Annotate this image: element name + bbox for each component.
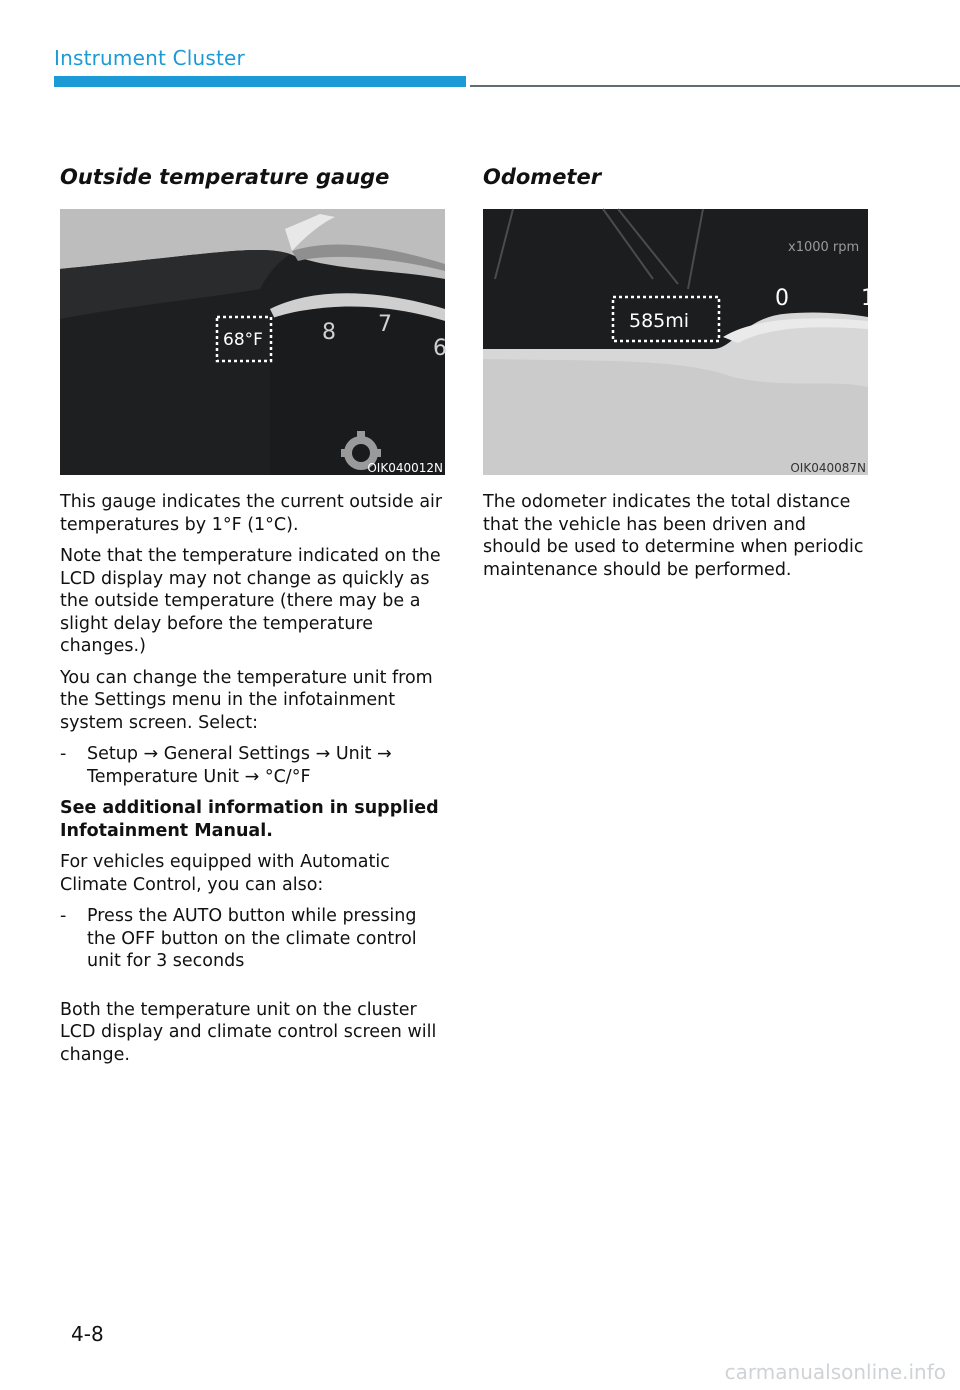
outside-temp-readout: 68°F [223, 330, 263, 350]
temperature-gauge-figure [60, 209, 445, 475]
page-number: 4-8 [71, 1322, 104, 1346]
figure-code: OIK040012N [367, 461, 443, 475]
header-accent-bar [54, 76, 466, 87]
list-item [60, 905, 445, 973]
left-column [60, 160, 445, 1075]
gauge-number: 8 [322, 320, 336, 345]
gauge-number: 7 [378, 312, 392, 337]
paragraph: Note that the temperature indicated on the LCD display may not change as quickly as the outside temperature (there may be a slight delay before the temperature changes.) [60, 546, 441, 656]
rpm-one: 1 [861, 286, 875, 311]
gauge-number: 6 [433, 336, 447, 361]
list-dash: - [60, 906, 67, 926]
odometer-figure [483, 209, 875, 475]
paragraph: The odometer indicates the total distance that the vehicle has been driven and should be used to determine when periodic maintenance should be performed. [483, 492, 864, 580]
list-item-text: Press the AUTO button while pressing the OFF button on the climate control unit for 3 seconds [87, 906, 417, 971]
watermark: carmanualsonline.info [724, 1360, 946, 1384]
list-dash: - [60, 744, 67, 764]
odometer-readout: 585mi [629, 310, 690, 332]
paragraph: Both the temperature unit on the cluster LCD display and climate control screen will change. [60, 999, 437, 1065]
paragraph-bold: See additional information in supplied Infotainment Manual. [60, 798, 439, 841]
paragraph: For vehicles equipped with Automatic Climate Control, you can also: [60, 852, 390, 895]
right-column [483, 160, 875, 590]
rpm-zero: 0 [775, 286, 789, 311]
rpm-label: x1000 rpm [788, 240, 860, 255]
section-title-temperature: Outside temperature gauge [60, 165, 390, 189]
section-title-odometer: Odometer [483, 165, 602, 189]
list-item [60, 743, 445, 788]
chapter-title: Instrument Cluster [54, 46, 245, 70]
header-rule [470, 85, 960, 87]
list-item-text: Setup → General Settings → Unit → Temperature Unit → °C/°F [87, 744, 392, 787]
paragraph: You can change the temperature unit from the Settings menu in the infotainment system screen. Select: [60, 667, 433, 733]
paragraph: This gauge indicates the current outside air temperatures by 1°F (1°C). [60, 492, 443, 535]
temperature-cluster-illustration [60, 209, 445, 475]
odometer-cluster-illustration [483, 209, 875, 475]
figure-code: OIK040087N [790, 461, 866, 475]
